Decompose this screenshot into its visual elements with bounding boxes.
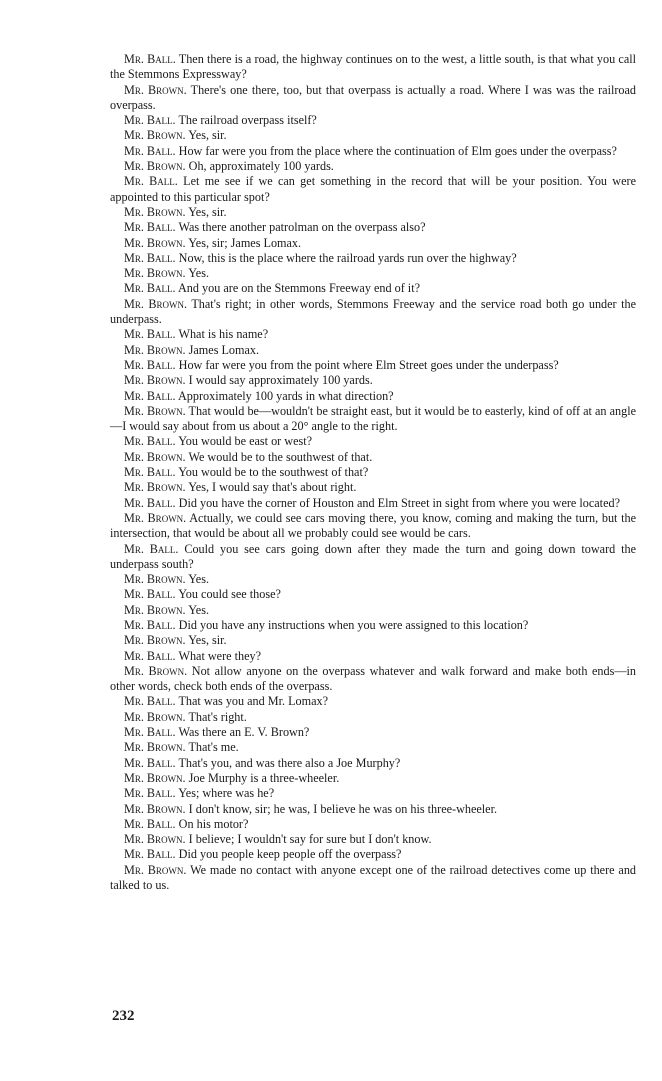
statement-text: Yes, sir; James Lomax. (188, 235, 302, 250)
speaker-label: Mr. Ball. (124, 113, 176, 128)
transcript-paragraph (110, 434, 636, 449)
transcript-paragraph (110, 740, 636, 755)
statement-text: We would be to the southwest of that. (188, 449, 373, 464)
speaker-label: Mr. Ball. (124, 327, 176, 342)
speaker-label: Mr. Brown. (124, 740, 186, 755)
statement-text: Did you people keep people off the overpass? (178, 847, 402, 862)
statement-text: You would be east or west? (178, 434, 313, 449)
transcript-paragraph (110, 694, 636, 709)
speaker-label: Mr. Ball. (124, 725, 176, 740)
transcript-paragraph (110, 542, 636, 573)
transcript-paragraph (110, 343, 636, 358)
speaker-label: Mr. Brown. (124, 373, 186, 388)
transcript-paragraph (110, 358, 636, 373)
statement-text: The railroad overpass itself? (178, 113, 317, 128)
speaker-label: Mr. Ball. (124, 250, 176, 265)
statement-text: Oh, approximately 100 yards. (188, 159, 334, 174)
transcript-paragraph (110, 710, 636, 725)
statement-text: That's right; in other words, Stemmons Freeway and the service road both go under the underpass. (110, 296, 637, 327)
transcript-paragraph (110, 281, 636, 296)
speaker-label: Mr. Ball. (124, 755, 176, 770)
statement-text: Could you see cars going down after they made the turn and going down toward the underpass south? (110, 541, 637, 571)
speaker-label: Mr. Brown. (124, 342, 186, 357)
speaker-label: Mr. Brown. (124, 633, 186, 648)
speaker-label: Mr. Brown. (124, 572, 186, 587)
transcript-paragraph (110, 725, 636, 740)
speaker-label: Mr. Brown. (124, 602, 186, 617)
transcript-paragraph (110, 832, 636, 847)
statement-text: You would be to the southwest of that? (178, 465, 369, 480)
speaker-label: Mr. Brown. (124, 709, 186, 724)
transcript-paragraph (110, 664, 636, 695)
statement-text: Yes, I would say that's about right. (188, 480, 357, 495)
speaker-label: Mr. Brown. (124, 801, 186, 816)
transcript-paragraph (110, 465, 636, 480)
statement-text: Now, this is the place where the railroad yards run over the highway? (178, 250, 517, 265)
statement-text: That's right. (188, 709, 247, 724)
statement-text: Approximately 100 yards in what direction? (177, 388, 394, 403)
transcript-paragraph (110, 786, 636, 801)
speaker-label: Mr. Ball. (124, 617, 176, 632)
statement-text: Yes, sir. (188, 128, 227, 143)
transcript-body (110, 52, 636, 893)
transcript-paragraph (110, 450, 636, 465)
speaker-label: Mr. Brown. (124, 449, 186, 464)
transcript-paragraph (110, 847, 636, 862)
speaker-label: Mr. Brown. (124, 510, 187, 525)
transcript-paragraph (110, 113, 636, 128)
transcript-paragraph (110, 480, 636, 495)
statement-text: Not allow anyone on the overpass whatever and walk forward and make both ends—in other words, check both ends of the overpass. (110, 663, 637, 694)
speaker-label: Mr. Brown. (124, 296, 188, 311)
transcript-paragraph (110, 618, 636, 633)
speaker-label: Mr. Ball. (124, 786, 176, 801)
statement-text: We made no contact with anyone except one of the railroad detectives come up there and talked to us. (110, 862, 637, 893)
transcript-paragraph (110, 389, 636, 404)
transcript-paragraph (110, 756, 636, 771)
transcript-paragraph (110, 83, 636, 114)
speaker-label: Mr. Brown. (124, 82, 187, 97)
speaker-label: Mr. Ball. (124, 847, 176, 862)
speaker-label: Mr. Brown. (124, 663, 188, 678)
speaker-label: Mr. Brown. (124, 128, 186, 143)
transcript-paragraph (110, 144, 636, 159)
statement-text: I don't know, sir; he was, I believe he was on his three-wheeler. (188, 801, 498, 816)
statement-text: That was you and Mr. Lomax? (178, 694, 329, 709)
statement-text: What were they? (178, 648, 261, 663)
transcript-paragraph (110, 205, 636, 220)
speaker-label: Mr. Brown. (124, 480, 186, 495)
statement-text: Was there another patrolman on the overpass also? (178, 220, 426, 235)
statement-text: I believe; I wouldn't say for sure but I don't know. (188, 832, 432, 847)
transcript-paragraph (110, 633, 636, 648)
statement-text: You could see those? (178, 587, 281, 602)
statement-text: That's me. (188, 740, 239, 755)
statement-text: There's one there, too, but that overpass is actually a road. Where I was was the railroad overpass. (110, 82, 637, 112)
statement-text: James Lomax. (188, 342, 260, 357)
transcript-paragraph (110, 52, 636, 83)
statement-text: What is his name? (178, 327, 269, 342)
transcript-paragraph (110, 649, 636, 664)
statement-text: Yes, sir. (188, 204, 227, 219)
transcript-paragraph (110, 863, 636, 894)
speaker-label: Mr. Brown. (124, 266, 186, 281)
speaker-label: Mr. Ball. (124, 52, 176, 66)
statement-text: Yes. (188, 572, 209, 587)
statement-text: Let me see if we can get something in the record that will be your position. You were appointed to this particular spot? (110, 174, 636, 204)
statement-text: How far were you from the place where the continuation of Elm goes under the overpass? (178, 143, 617, 158)
transcript-paragraph (110, 266, 636, 281)
speaker-label: Mr. Ball. (124, 495, 176, 510)
speaker-label: Mr. Brown. (124, 204, 186, 219)
speaker-label: Mr. Ball. (124, 648, 176, 663)
transcript-paragraph (110, 220, 636, 235)
transcript-paragraph (110, 817, 636, 832)
transcript-paragraph (110, 297, 636, 328)
speaker-label: Mr. Brown. (124, 832, 186, 847)
statement-text: And you are on the Stemmons Freeway end of it? (177, 281, 420, 296)
transcript-paragraph (110, 802, 636, 817)
statement-text: Then there is a road, the highway continues on to the west, a little south, is that what you call the Stemmons Expressway? (110, 52, 637, 82)
speaker-label: Mr. Brown. (124, 159, 186, 174)
statement-text: Yes. (188, 602, 209, 617)
statement-text: How far were you from the point where Elm Street goes under the underpass? (178, 357, 559, 372)
speaker-label: Mr. Ball. (124, 694, 176, 709)
speaker-label: Mr. Ball. (124, 281, 176, 296)
statement-text: Did you have the corner of Houston and Elm Street in sight from where you were located? (178, 495, 620, 510)
statement-text: Yes. (188, 266, 209, 281)
transcript-paragraph (110, 572, 636, 587)
speaker-label: Mr. Ball. (124, 816, 176, 831)
transcript-paragraph (110, 496, 636, 511)
statement-text: Was there an E. V. Brown? (178, 725, 310, 740)
statement-text: Joe Murphy is a three-wheeler. (188, 770, 340, 785)
statement-text: I would say approximately 100 yards. (188, 373, 373, 388)
page-number: 232 (112, 1008, 135, 1024)
speaker-label: Mr. Brown. (124, 403, 186, 418)
speaker-label: Mr. Ball. (124, 357, 176, 372)
speaker-label: Mr. Ball. (124, 541, 179, 556)
speaker-label: Mr. Brown. (124, 235, 186, 250)
transcript-paragraph (110, 251, 636, 266)
transcript-paragraph (110, 174, 636, 205)
transcript-paragraph (110, 771, 636, 786)
statement-text: That's you, and was there also a Joe Murphy? (178, 755, 401, 770)
speaker-label: Mr. Ball. (124, 434, 176, 449)
transcript-paragraph (110, 587, 636, 602)
transcript-paragraph (110, 128, 636, 143)
speaker-label: Mr. Brown. (124, 862, 187, 877)
statement-text: Did you have any instructions when you were assigned to this location? (178, 617, 529, 632)
transcript-paragraph (110, 327, 636, 342)
speaker-label: Mr. Ball. (124, 465, 176, 480)
statement-text: That would be—wouldn't be straight east, but it would be to easterly, kind of off at an angle—I would say about from us about a 20° angle to the right. (110, 403, 636, 434)
statement-text: Yes, sir. (188, 633, 227, 648)
speaker-label: Mr. Ball. (124, 143, 176, 158)
transcript-paragraph (110, 603, 636, 618)
speaker-label: Mr. Ball. (124, 587, 176, 602)
speaker-label: Mr. Ball. (124, 220, 176, 235)
transcript-paragraph (110, 373, 636, 388)
transcript-paragraph (110, 159, 636, 174)
speaker-label: Mr. Brown. (124, 770, 186, 785)
transcript-paragraph (110, 511, 636, 542)
statement-text: Actually, we could see cars moving there, you know, coming and making the turn, but the intersection, that would be about all we probably could see would be cars. (110, 510, 636, 541)
transcript-paragraph (110, 404, 636, 435)
speaker-label: Mr. Ball. (124, 174, 178, 189)
statement-text: Yes; where was he? (178, 786, 275, 801)
speaker-label: Mr. Ball. (124, 388, 176, 403)
statement-text: On his motor? (178, 816, 249, 831)
transcript-paragraph (110, 236, 636, 251)
